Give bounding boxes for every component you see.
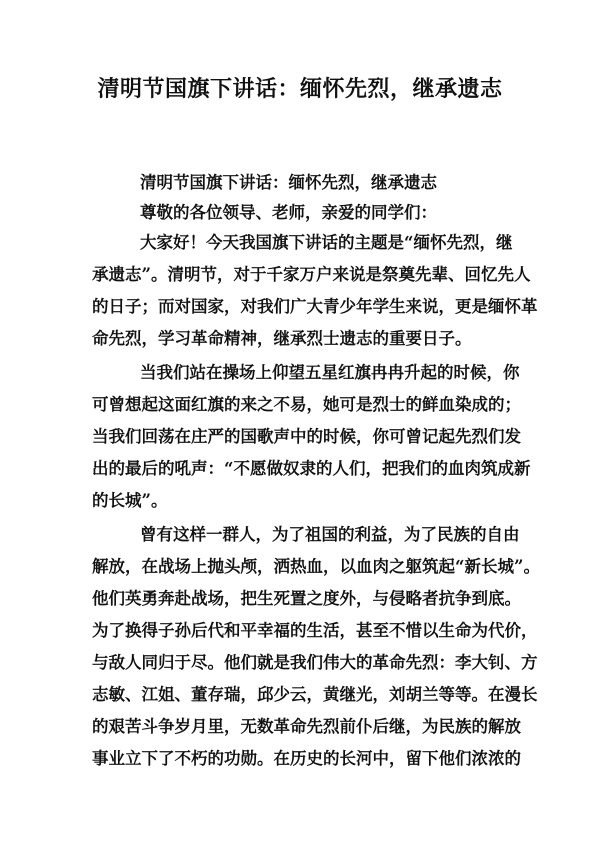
salutation-line: 尊敬的各位领导、老师，亲爱的同学们： [140,203,437,222]
subtitle-line: 清明节国旗下讲话：缅怀先烈，继承遗志 [140,173,437,192]
paragraph-line: 当我们站在操场上仰望五星红旗冉冉升起的时候，你 [140,363,520,382]
paragraph-line: 志敏、江姐、董存瑞，邱少云，黄继光，刘胡兰等等。在漫长 [92,685,538,704]
paragraph-line: 曾有这样一群人，为了祖国的利益，为了民族的自由 [140,525,520,544]
paragraph-line: 可曾想起这面红旗的来之不易，她可是烈士的鲜血染成的； [92,395,521,414]
paragraph-line: 事业立下了不朽的功勋。在历史的长河中，留下他们浓浓的 [92,749,521,768]
paragraph-line: 与敌人同归于尽。他们就是我们伟大的革命先烈：李大钊、方 [92,653,538,672]
paragraph-line: 的长城”。 [92,491,168,510]
paragraph-line: 的艰苦斗争岁月里，无数革命先烈前仆后继，为民族的解放 [92,717,521,736]
paragraph-line: 当我们回荡在庄严的国歌声中的时候，你可曾记起先烈们发 [92,427,521,446]
paragraph-line: 他们英勇奔赴战场，把生死置之度外，与侵略者抗争到底。 [92,589,521,608]
paragraph-line: 大家好！今天我国旗下讲话的主题是“缅怀先烈，继 [140,233,513,252]
paragraph-line: 为了换得子孙后代和平幸福的生活，甚至不惜以生命为代价， [92,621,538,640]
document-body [92,170,540,772]
document-title: 清明节国旗下讲话：缅怀先烈，继承遗志 [97,76,503,102]
paragraph-line: 解放，在战场上抛头颅，洒热血，以血肉之躯筑起“新长城”。 [92,557,540,576]
paragraph-line: 命先烈，学习革命精神，继承烈士遗志的重要日子。 [92,329,472,348]
paragraph-line: 承遗志”。清明节，对于千家万户来说是祭奠先辈、回忆先人 [92,265,531,284]
paragraph-line: 的日子；而对国家，对我们广大青少年学生来说，更是缅怀革 [92,297,538,316]
paragraph-line: 出的最后的吼声：“不愿做奴隶的人们，把我们的血肉筑成新 [92,459,531,478]
